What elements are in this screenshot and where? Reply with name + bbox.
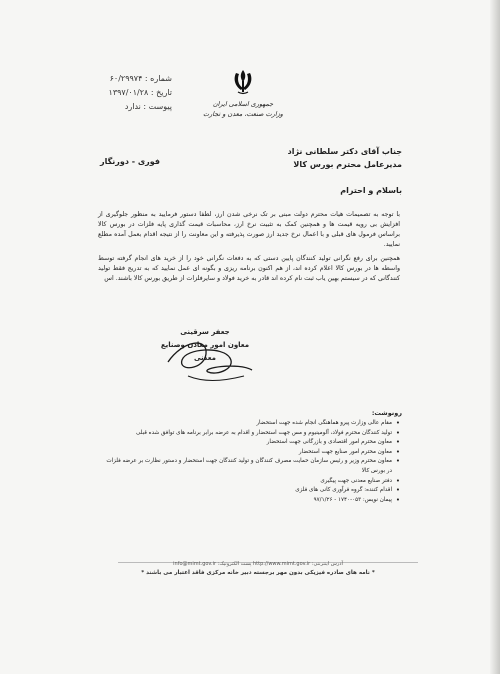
ministry-line-1: جمهوری اسلامی ایران [212, 100, 274, 108]
letter-attachment: پیوست : ندارد [124, 102, 172, 111]
ministry-line-2: وزارت صنعت، معدن و تجارت [203, 110, 283, 118]
signer-title: معاون امور معادن وصنایع معدنی [160, 341, 250, 362]
ministry-header [198, 99, 288, 119]
cc-item: • دفتر صنایع معدنی جهت پیگیری [102, 477, 392, 487]
cc-item: • پیمان نویس: ۰۵۳-۱۷۴۰ - ۹۷/۱/۲۶ [102, 496, 392, 506]
body-paragraph-1: با توجه به تصمیمات هیات محترم دولت مبنی بر تک نرخی شدن ارز، لطفا دستور فرمایید به منظور جلوگیری از افزایش بی رویه قیمت ها و همچنین کمک به تثبیت نرخ ارز، محاسبات قیمت گذاری پایه فلزات در بورس کالا براساس فرمول های قبلی و با اعمال نرخ جدید ارز صورت پذیرفته و این معاونت را از نتیجه اقدام بعمل آمده مطلع نمایید. [98, 211, 400, 248]
cc-item: • مقام عالی وزارت پیرو هماهنگی انجام شده جهت استحضار [102, 419, 392, 429]
cc-item: • اقدام کننده: گروه فرآوری کانی های فلزی [102, 486, 392, 496]
urgency-label: فوری - دورنگار [100, 157, 161, 166]
cc-heading: رونوشت: [371, 409, 402, 417]
handwritten-signature-icon [148, 332, 268, 387]
cc-item: • معاون محترم امور اقتصادی و بازرگانی جهت استحضار [102, 438, 392, 448]
footer-address: آدرس اینترنتی: http://www.mimt.gov.ir پست الکترونیک: info@mimt.gov.ir [173, 561, 343, 567]
cc-item: • تولید کنندگان محترم فولاد، آلومینیوم و مس جهت استحضار و اقدام به عرضه برابر برنامه های توافق شده قبلی [102, 429, 392, 439]
iran-emblem-icon [231, 68, 255, 96]
recipient-name: جناب آقای دکتر سلطانی نژاد [287, 147, 402, 156]
recipient-title: مدیرعامل محترم بورس کالا [293, 160, 402, 169]
letter-date: تاریخ : ۱۳۹۷/۰۱/۲۸ [108, 88, 172, 97]
greeting: باسلام و احترام [340, 186, 402, 195]
footer-note: * نامه های صادره فیزیکی بدون مهر برجسته دبیر خانه مرکزی فاقد اعتبار می باشند * [141, 570, 375, 576]
letter-number: شماره : ۶۰/۲۹۹۷۴ [109, 74, 172, 83]
letter-metadata [72, 72, 172, 114]
cc-item: • معاون محترم امور صنایع جهت استحضار [102, 448, 392, 458]
page-edge-shadow [490, 0, 500, 674]
signer-name: جعفر سرقینی [180, 328, 230, 336]
recipient-block [182, 145, 402, 171]
letter-footer [138, 560, 378, 578]
cc-item: • معاون محترم وزیر و رئیس سازمان حمایت مصرف کنندگان و تولید کنندگان جهت استحضار و دستور نظارت بر عرضه فلزات در بورس کالا [102, 457, 392, 476]
letter-body [98, 210, 400, 288]
cc-list [102, 408, 402, 505]
body-paragraph-2: همچنین برای رفع نگرانی تولید کنندگان پایین دستی که به دفعات نگرانی خود را از خرید های انجام گرفته توسط واسطه ها در بورس کالا اعلام کرده اند، از هم اکنون برنامه ریزی و بگونه ای عمل نمایید که به تدریج فقط تولید کنندگانی که در سیستم بهین یاب ثبت نام کرده اند قادر به خرید فولاد و سایرفلزات از طریق بورس کالا باشند. اس [98, 255, 400, 282]
